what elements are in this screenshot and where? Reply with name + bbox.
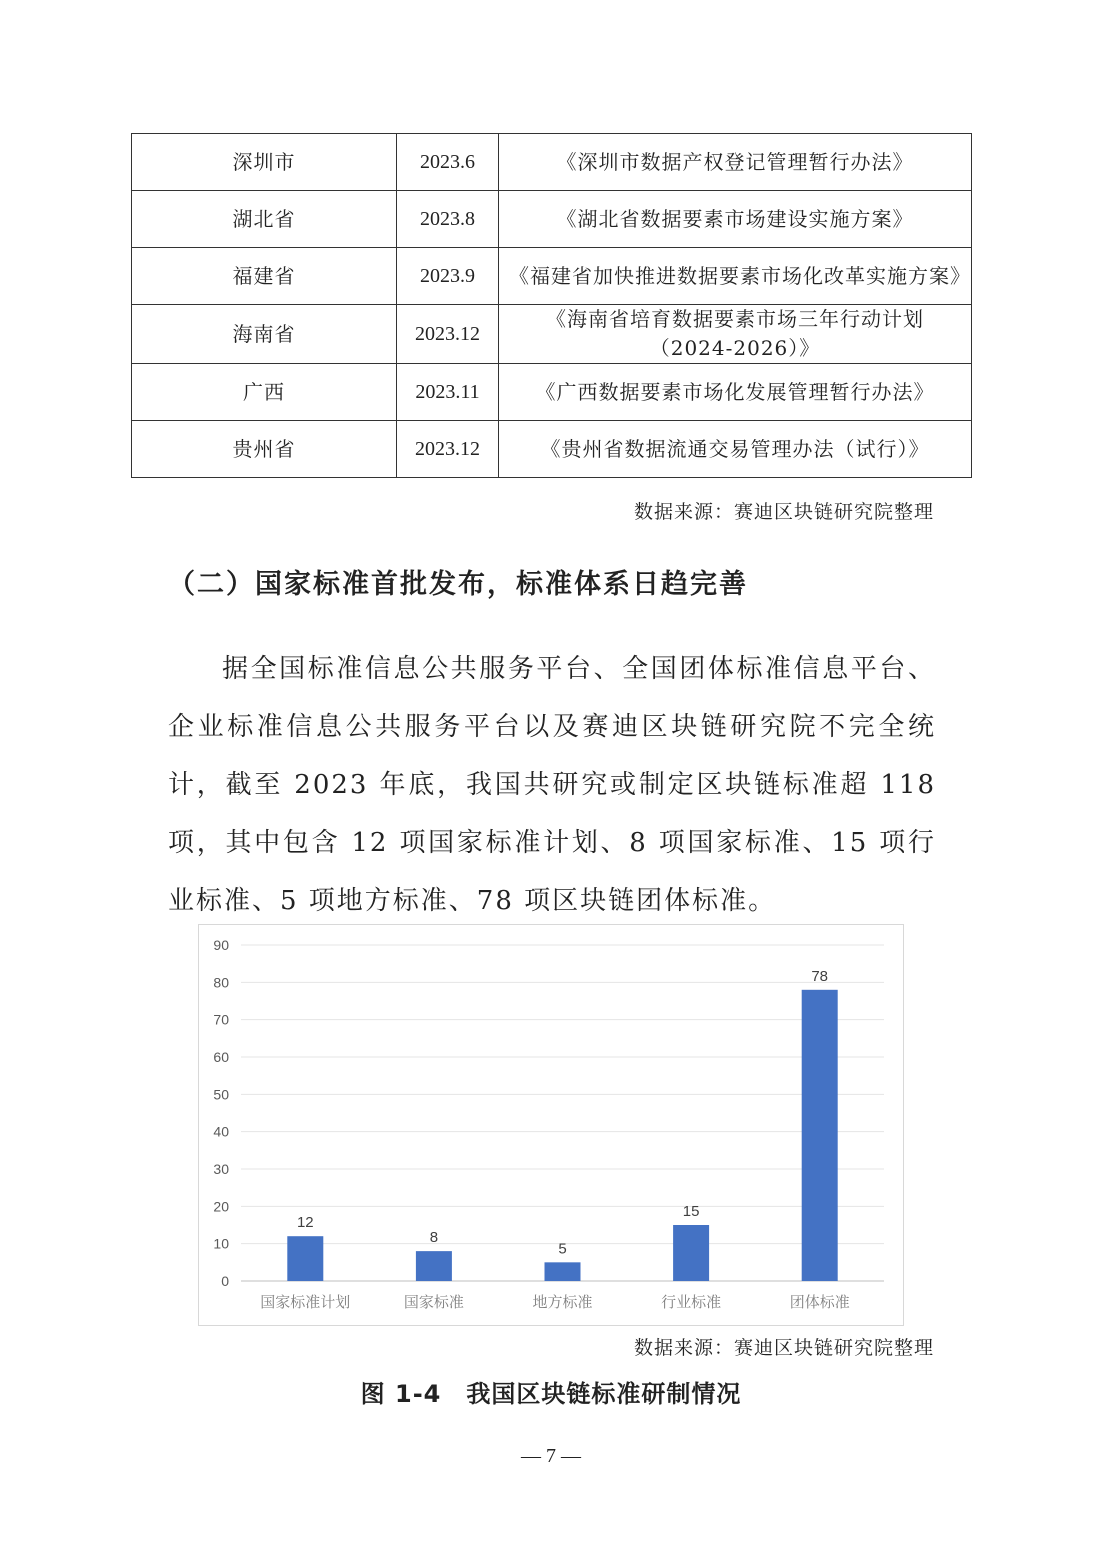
policy-cell: 《广西数据要素市场化发展管理暂行办法》 [499, 364, 972, 421]
section-heading: （二）国家标准首批发布，标准体系日趋完善 [168, 569, 748, 600]
x-tick-label: 国家标准 [403, 1293, 464, 1311]
table-row [132, 248, 972, 305]
body-paragraph: 据全国标准信息公共服务平台、全国团体标准信息平台、企业标准信息公共服务平台以及赛迪区块链研究院不完全统计，截至 2023 年底，我国共研究或制定区块链标准超 118 项，其中包含 12 项国家标准计划、8 项国家标准、15 项行业标准、5 项地方标准、78 项区块链团体标准。 [168, 654, 936, 916]
y-tick-label: 50 [213, 1086, 229, 1103]
policy-cell: 《贵州省数据流通交易管理办法（试行）》 [499, 421, 972, 478]
data-label: 78 [811, 967, 829, 985]
date-cell: 2023.8 [397, 191, 499, 248]
region-cell: 贵州省 [132, 421, 397, 478]
y-tick-label: 0 [221, 1273, 229, 1289]
table-row [132, 421, 972, 478]
bar [287, 1236, 323, 1281]
page-number: — 7 — [521, 1445, 581, 1467]
region-cell: 福建省 [132, 248, 397, 305]
date-cell: 2023.11 [397, 364, 499, 421]
data-label: 8 [429, 1229, 439, 1247]
region-cell: 广西 [132, 364, 397, 421]
policy-cell: 《福建省加快推进数据要素市场化改革实施方案》 [499, 248, 972, 305]
policy-cell: 《深圳市数据产权登记管理暂行办法》 [499, 134, 972, 191]
y-tick-label: 70 [213, 1011, 229, 1028]
region-cell: 深圳市 [132, 134, 397, 191]
bar [416, 1251, 452, 1281]
y-tick-label: 10 [213, 1235, 229, 1252]
x-tick-label: 国家标准计划 [260, 1293, 351, 1311]
region-cell: 海南省 [132, 305, 397, 364]
date-cell: 2023.12 [397, 421, 499, 478]
x-tick-label: 地方标准 [532, 1293, 593, 1311]
bar [673, 1225, 709, 1281]
table-row [132, 191, 972, 248]
table-source-note: 数据来源：赛迪区块链研究院整理 [633, 501, 934, 523]
date-cell: 2023.9 [397, 248, 499, 305]
y-tick-label: 30 [213, 1161, 229, 1177]
x-tick-label: 团体标准 [789, 1293, 850, 1311]
y-tick-label: 20 [213, 1198, 229, 1215]
policy-cell: 《湖北省数据要素市场建设实施方案》 [499, 191, 972, 248]
bar [802, 990, 838, 1281]
figure-source-note: 数据来源：赛迪区块链研究院整理 [633, 1337, 934, 1359]
date-cell: 2023.6 [397, 134, 499, 191]
date-cell: 2023.12 [397, 305, 499, 364]
table-row [132, 305, 972, 364]
data-label: 15 [682, 1203, 700, 1220]
y-tick-label: 60 [213, 1049, 229, 1065]
bar [545, 1262, 581, 1281]
data-label: 5 [558, 1240, 567, 1258]
figure-caption: 图 1-4 我国区块链标准研制情况 [360, 1380, 742, 1408]
region-cell: 湖北省 [132, 191, 397, 248]
chart-frame [198, 924, 904, 1326]
policy-table [131, 133, 972, 478]
table-row [132, 134, 972, 191]
y-tick-label: 90 [213, 937, 229, 953]
bar-chart [199, 925, 902, 1324]
y-tick-label: 40 [213, 1123, 229, 1140]
x-tick-label: 行业标准 [661, 1293, 722, 1311]
data-label: 12 [296, 1214, 314, 1232]
table-row [132, 364, 972, 421]
y-tick-label: 80 [213, 974, 229, 991]
policy-cell: 《海南省培育数据要素市场三年行动计划（2024-2026）》 [499, 305, 972, 364]
